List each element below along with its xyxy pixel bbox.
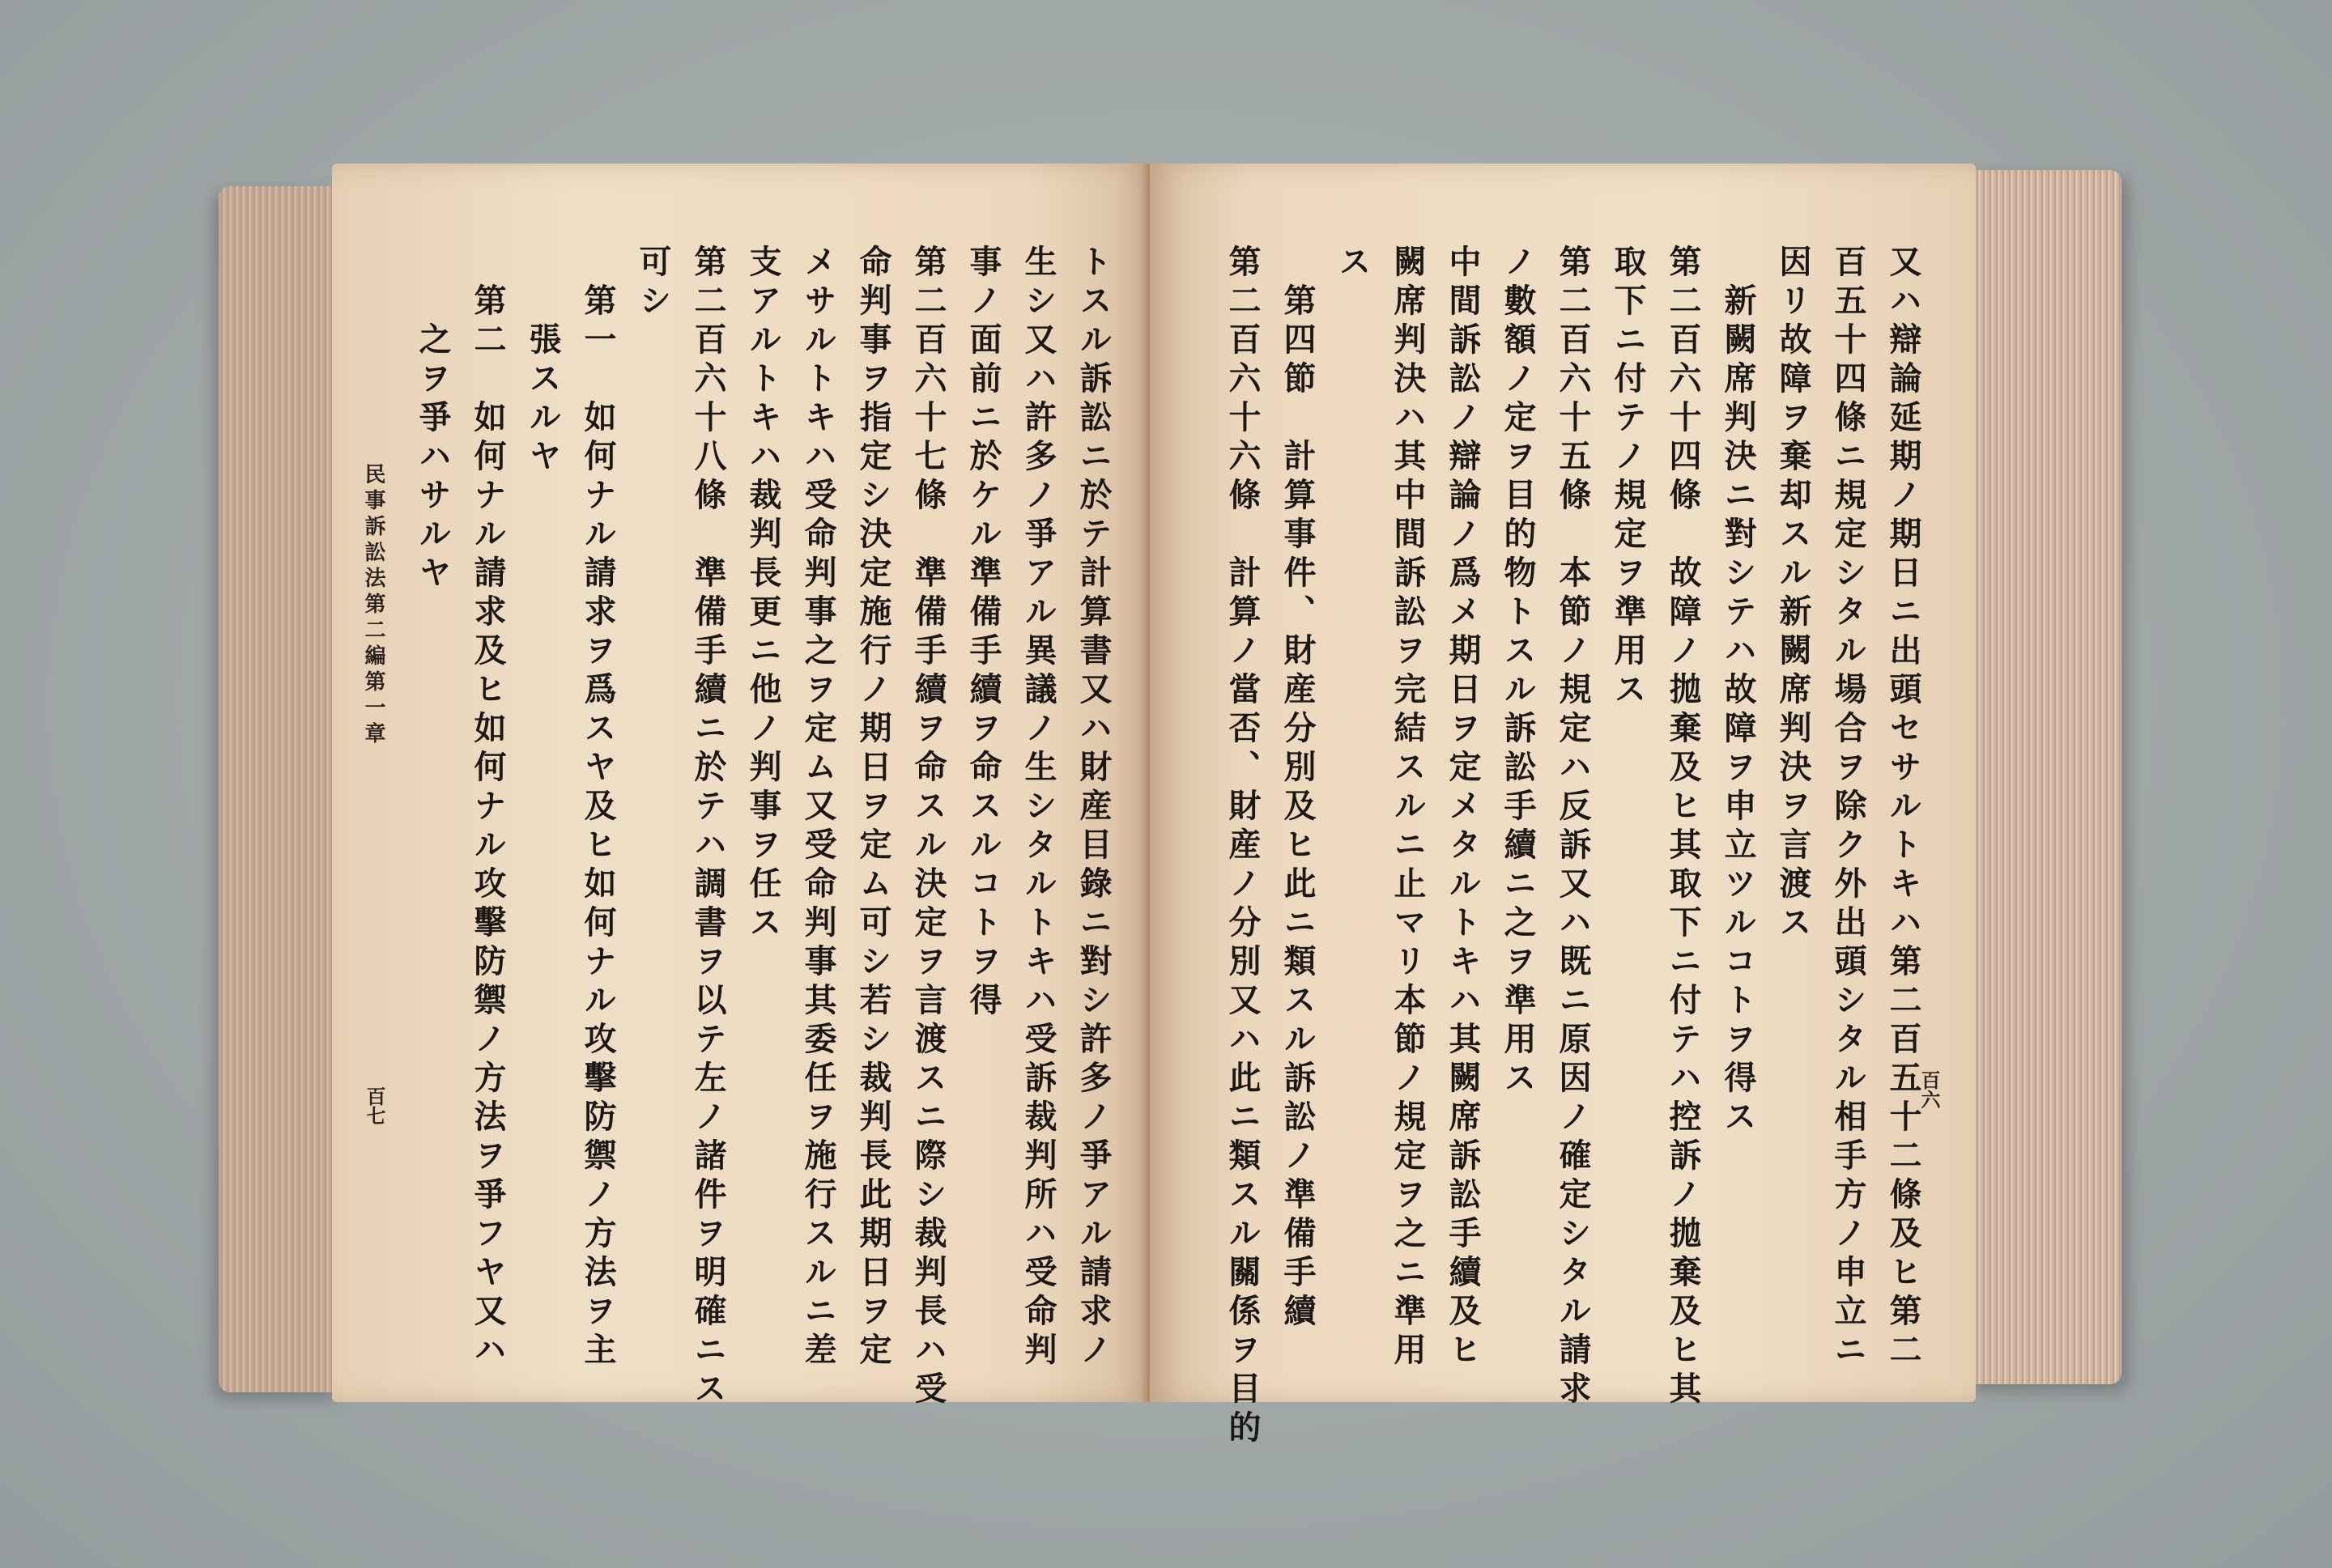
right-page bbox=[1150, 164, 1976, 1449]
text-column: 張スルヤ bbox=[524, 322, 562, 478]
article-heading-264: 第二百六十四條 故障ノ拋棄及ヒ其取下ニ付テハ控訴ノ拋棄及ヒ其 bbox=[1664, 244, 1702, 1410]
text-column: 因リ故障ヲ棄却スル新闕席判決ヲ言渡ス bbox=[1774, 244, 1812, 944]
text-column: 生シ又ハ許多ノ爭アル異議ノ生シタルトキハ受訴裁判所ハ受命判 bbox=[1019, 244, 1057, 1371]
text-column: 支アルトキハ裁判長更ニ他ノ判事ヲ任ス bbox=[744, 244, 782, 944]
list-item-second: 第二 如何ナル請求及ヒ如何ナル攻擊防禦ノ方法ヲ爭フヤ又ハ bbox=[469, 283, 507, 1371]
page-edges-right bbox=[1968, 170, 2121, 1384]
text-column: ノ數額ノ定ヲ目的物トスル訴訟手續ニ之ヲ準用ス bbox=[1499, 244, 1537, 1099]
open-book bbox=[219, 154, 2121, 1449]
text-column: メサルトキハ受命判事之ヲ定ム又受命判事其委任ヲ施行スルニ差 bbox=[799, 244, 837, 1371]
section-heading: 第四節 計算事件、財産分別及ヒ此ニ類スル訴訟ノ準備手續 bbox=[1279, 283, 1317, 1332]
text-column: 又ハ辯論延期ノ期日ニ出頭セサルトキハ第二百五十二條及ヒ第二 bbox=[1884, 244, 1922, 1371]
text-column: 闕席判決ハ其中間訴訟ヲ完結スルニ止マリ本節ノ規定ヲ之ニ準用 bbox=[1389, 244, 1427, 1371]
text-column: 之ヲ爭ハサルヤ bbox=[414, 322, 452, 594]
text-column: 百五十四條ニ規定シタル場合ヲ除ク外出頭シタル相手方ノ申立ニ bbox=[1829, 244, 1867, 1371]
text-column: 新闕席判決ニ對シテハ故障ヲ申立ツルコトヲ得ス bbox=[1719, 283, 1757, 1138]
left-page bbox=[332, 164, 1150, 1410]
text-column: 中間訴訟ノ辯論ノ爲メ期日ヲ定メタルトキハ其闕席訴訟手續及ヒ bbox=[1444, 244, 1482, 1371]
text-column: ス bbox=[1334, 244, 1372, 283]
text-column: 命判事ヲ指定シ決定施行ノ期日ヲ定ム可シ若シ裁判長此期日ヲ定 bbox=[854, 244, 892, 1371]
page-number: 百七 bbox=[363, 1086, 386, 1125]
text-column: トスル訴訟ニ於テ計算書又ハ財産目錄ニ對シ許多ノ爭アル請求ノ bbox=[1075, 244, 1113, 1371]
page-number: 百六 bbox=[1917, 1070, 1941, 1109]
text-column: 取下ニ付テノ規定ヲ準用ス bbox=[1609, 244, 1647, 711]
article-heading-266: 第二百六十六條 計算ノ當否、財産ノ分別又ハ此ニ類スル關係ヲ目的 bbox=[1223, 244, 1262, 1449]
article-heading-265: 第二百六十五條 本節ノ規定ハ反訴又ハ既ニ原因ノ確定シタル請求 bbox=[1554, 244, 1592, 1410]
text-column: 可シ bbox=[634, 244, 672, 322]
text-column: 事ノ面前ニ於ケル準備手續ヲ命スルコトヲ得 bbox=[964, 244, 1002, 1022]
list-item-first: 第一 如何ナル請求ヲ爲スヤ及ヒ如何ナル攻擊防禦ノ方法ヲ主 bbox=[579, 283, 617, 1371]
page-edges-left bbox=[219, 186, 340, 1392]
article-heading-267: 第二百六十七條 準備手續ヲ命スル決定ヲ言渡スニ際シ裁判長ハ受 bbox=[909, 244, 947, 1410]
running-header: 民事訴訟法第二編第一章 bbox=[361, 463, 385, 748]
article-heading-268: 第二百六十八條 準備手續ニ於テハ調書ヲ以テ左ノ諸件ヲ明確ニス bbox=[689, 244, 727, 1410]
